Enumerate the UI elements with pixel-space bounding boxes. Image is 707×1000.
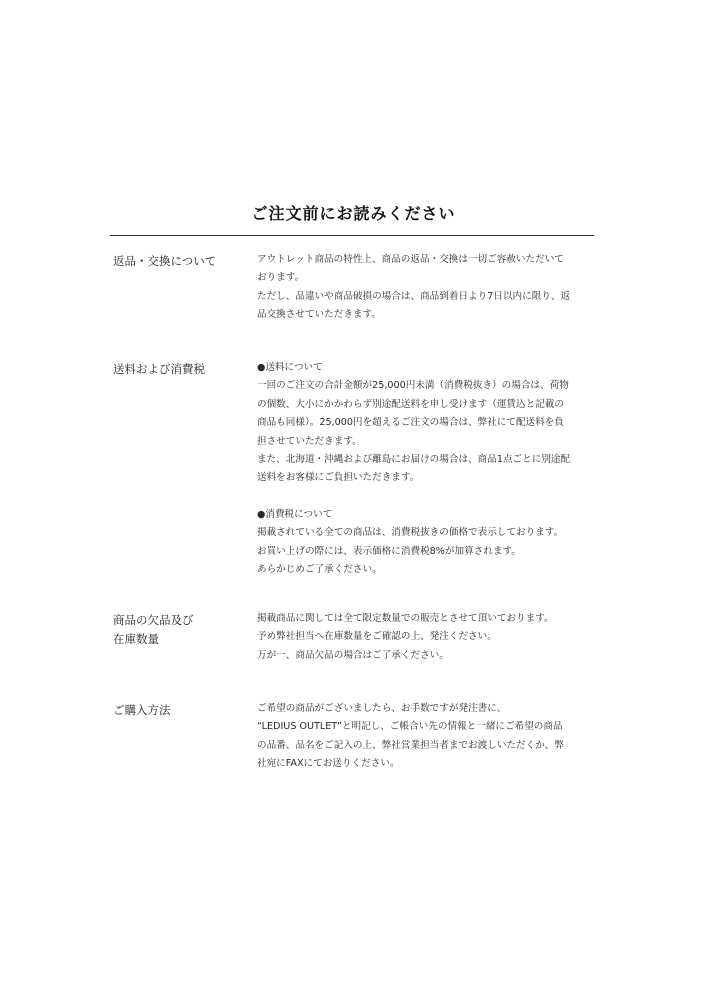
body-line: “LEDIUS OUTLET”と明記し、ご帳合い先の情報と一緒にご希望の商品: [257, 721, 563, 733]
body-line: の品番、品名をご記入の上、弊社営業担当者までお渡しいただくか、弊: [257, 739, 564, 751]
body-line: の個数、大小にかかわらず別途配送料を申し受けます（運賃込と記載の: [257, 398, 564, 410]
section-body-purchase: [257, 700, 597, 774]
section-label-line: 在庫数量: [113, 631, 159, 646]
section-label-line: 商品の欠品及び: [113, 613, 194, 627]
section-body-stock: [257, 610, 597, 665]
body-line: ただし、品違いや商品破損の場合は、商品到着日より7日以内に限り、返: [257, 290, 571, 302]
body-line: 社宛にFAXにてお送りください。: [257, 758, 400, 770]
title-divider: [110, 235, 594, 236]
paragraph-spacer: [257, 488, 597, 506]
section-label-stock: [113, 611, 194, 648]
body-line: アウトレット商品の特性上、商品の返品・交換は一切ご容赦いただいて: [257, 254, 564, 265]
body-line: 品交換させていただきます。: [257, 309, 381, 321]
body-line: 万が一、商品欠品の場合はご了承ください。: [257, 649, 449, 661]
page-title: ご注文前にお読みください: [251, 204, 456, 223]
section-label-line: 送料および消費税: [113, 362, 205, 376]
body-line: 担させていただきます。: [257, 435, 362, 447]
body-line: ご希望の商品がございましたら、お手数ですが発注書に、: [257, 703, 507, 714]
subheading-shipping: ●送料について: [257, 362, 323, 373]
section-label-purchase: [113, 701, 171, 720]
body-line: おります。: [257, 272, 305, 284]
body-line: 掲載商品に関しては全て限定数量での販売とさせて頂いております。: [257, 613, 554, 624]
body-line: 商品も同様）。25,000円を超えるご注文の場合は、弊社にて配送料を負: [257, 417, 564, 429]
section-body-shipping-tax: [257, 359, 597, 579]
body-line: 送料をお客様にご負担いただきます。: [257, 472, 420, 484]
body-line: 予め弊社担当へ在庫数量をご確認の上、発注ください。: [257, 631, 497, 643]
body-line: 一回のご注文の合計金額が25,000円未満（消費税抜き）の場合は、荷物: [257, 380, 569, 392]
section-label-returns: [113, 252, 216, 271]
body-line: あらかじめご了承ください。: [257, 564, 382, 576]
subheading-tax: ●消費税について: [257, 508, 333, 520]
section-label-line: 返品・交換について: [113, 254, 217, 268]
body-line: 掲載されている全ての商品は、消費税抜きの価格で表示しております。: [257, 527, 564, 539]
section-label-line: ご購入方法: [113, 703, 171, 717]
section-body-returns: [257, 251, 597, 325]
section-label-shipping-tax: [113, 360, 205, 379]
body-line: また、北海道・沖縄および離島にお届けの場合は、商品1点ごとに別途配: [257, 454, 571, 466]
body-line: お買い上げの際には、表示価格に消費税8%が加算されます。: [257, 545, 521, 557]
